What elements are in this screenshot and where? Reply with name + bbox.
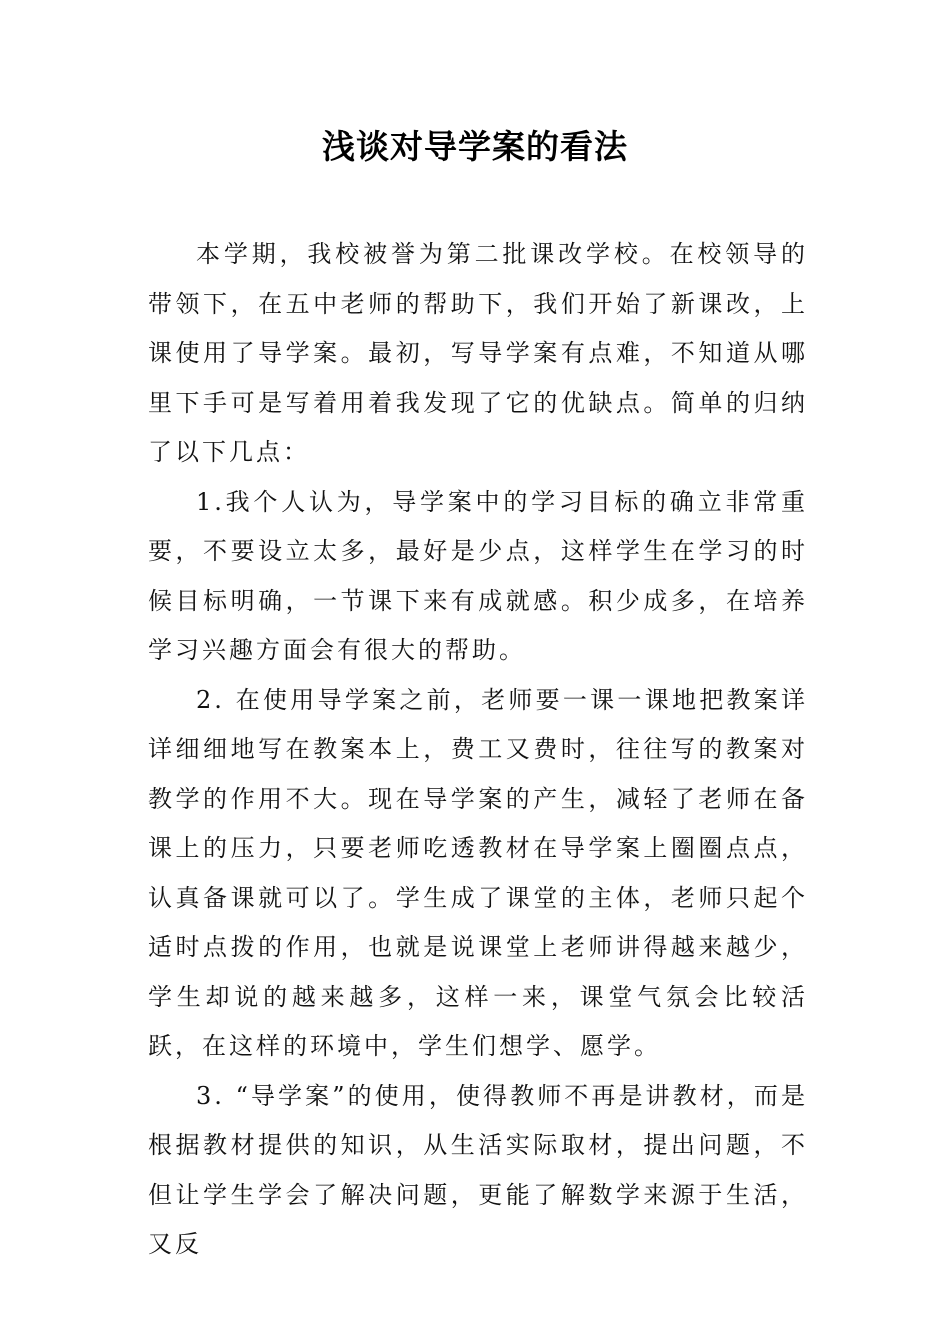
paragraph-point-1: 1.我个人认为，导学案中的学习目标的确立非常重要，不要设立太多，最好是少点，这样学生在学习的时候目标明确，一节课下来有成就感。积少成多，在培养学习兴趣方面会有很大的帮助。 bbox=[148, 487, 808, 664]
document-title: 浅谈对导学案的看法 bbox=[322, 127, 628, 166]
document-body bbox=[148, 230, 808, 1270]
paragraph-point-2: 2. 在使用导学案之前，老师要一课一课地把教案详详细细地写在教案本上，费工又费时，往往写的教案对教学的作用不大。现在导学案的产生，减轻了老师在备课上的压力，只要老师吃透教材在导学案上圈圈点点，认真备课就可以了。学生成了课堂的主体，老师只起个适时点拨的作用，也就是说课堂上老师讲得越来越少，学生却说的越来越多，这样一来，课堂气氛会比较活跃，在这样的环境中，学生们想学、愿学。 bbox=[148, 685, 808, 1060]
paragraph-point-3: 3. “导学案”的使用，使得教师不再是讲教材，而是根据教材提供的知识，从生活实际取材，提出问题，不但让学生学会了解决问题，更能了解数学来源于生活，又反 bbox=[148, 1081, 808, 1258]
paragraph-intro: 本学期，我校被誉为第二批课改学校。在校领导的带领下，在五中老师的帮助下，我们开始了新课改，上课使用了导学案。最初，写导学案有点难，不知道从哪里下手可是写着用着我发现了它的优缺点。简单的归纳了以下几点： bbox=[148, 240, 808, 466]
